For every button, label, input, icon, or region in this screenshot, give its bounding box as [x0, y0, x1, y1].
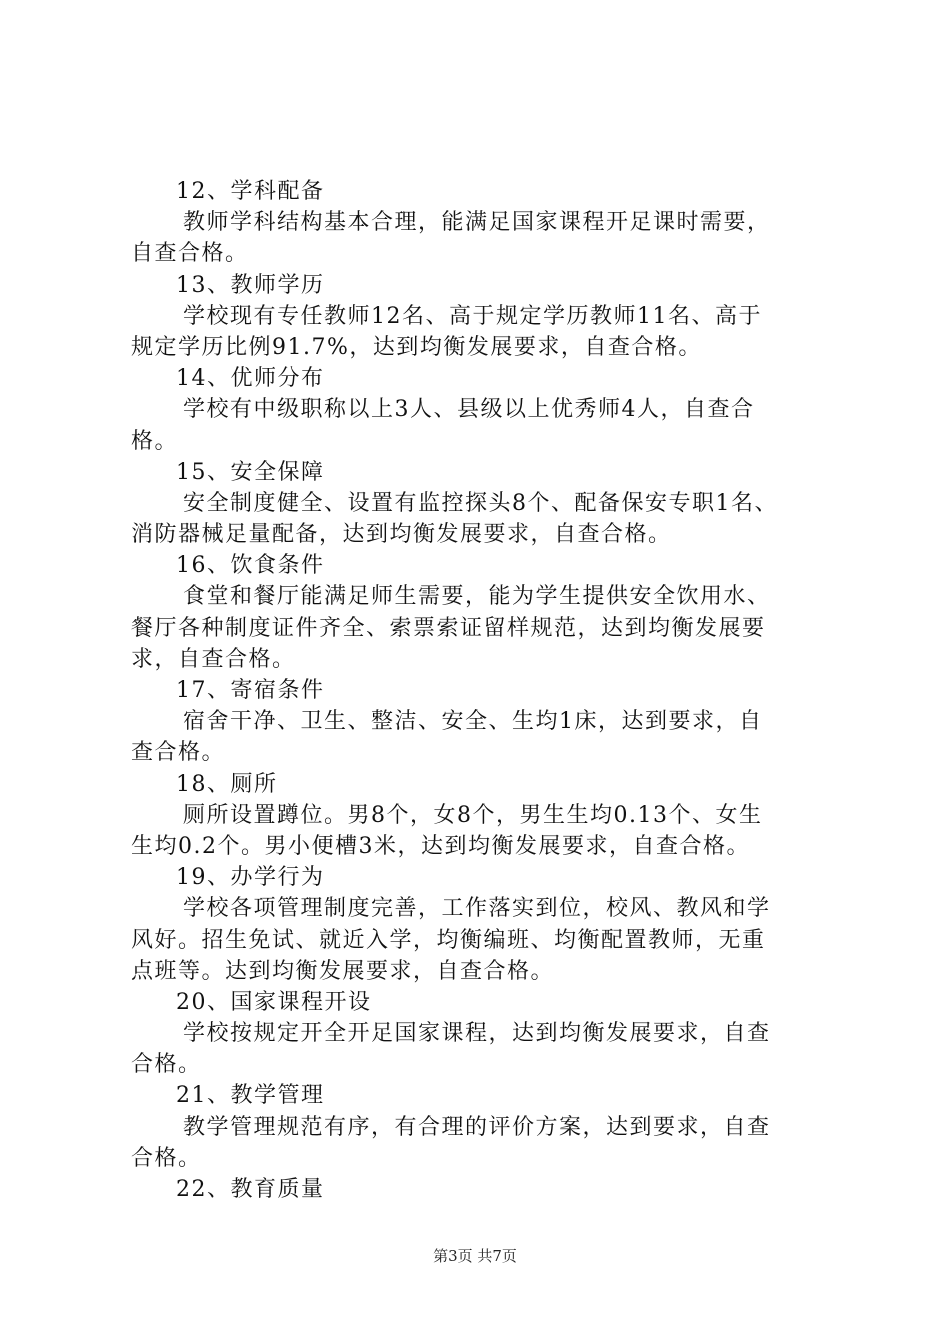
paragraph-line: 学校有中级职称以上3人、县级以上优秀师4人，自查合	[183, 397, 755, 423]
paragraph-line: 规定学历比例91.7%，达到均衡发展要求，自查合格。	[131, 334, 702, 360]
paragraph-line: 点班等。达到均衡发展要求，自查合格。	[131, 958, 555, 984]
section-heading: 19、办学行为	[176, 865, 325, 891]
paragraph-line: 餐厅各种制度证件齐全、索票索证留样规范，达到均衡发展要	[131, 615, 766, 641]
section-heading: 13、教师学历	[176, 272, 325, 298]
paragraph-line: 安全制度健全、设置有监控探头8个、配备保安专职1名、	[183, 490, 778, 516]
section-heading: 20、国家课程开设	[176, 989, 372, 1015]
paragraph-line: 合格。	[131, 1052, 202, 1078]
section-heading: 21、教学管理	[176, 1083, 325, 1109]
page-footer: 第3页 共7页	[433, 1247, 517, 1265]
paragraph-line: 风好。招生免试、就近入学，均衡编班、均衡配置教师，无重	[131, 927, 766, 953]
section-heading: 18、厕所	[176, 771, 278, 797]
paragraph-line: 食堂和餐厅能满足师生需要，能为学生提供安全饮用水、	[183, 584, 771, 610]
paragraph-line: 学校按规定开全开足国家课程，达到均衡发展要求，自查	[183, 1021, 771, 1047]
document-body	[131, 176, 831, 1205]
paragraph-line: 查合格。	[131, 740, 226, 766]
paragraph-line: 学校各项管理制度完善，工作落实到位，校风、教风和学	[183, 896, 771, 922]
section-heading: 15、安全保障	[176, 459, 325, 485]
paragraph-line: 合格。	[131, 1145, 202, 1171]
paragraph-line: 自查合格。	[131, 241, 249, 267]
paragraph-line: 宿舍干净、卫生、整洁、安全、生均1床，达到要求，自	[183, 709, 763, 735]
paragraph-line: 求，自查合格。	[131, 646, 296, 672]
paragraph-line: 生均0.2个。男小便槽3米，达到均衡发展要求，自查合格。	[131, 833, 750, 859]
section-heading: 17、寄宿条件	[176, 678, 325, 703]
section-heading: 12、学科配备	[176, 179, 325, 204]
paragraph-line: 格。	[131, 428, 179, 454]
paragraph-line: 教学管理规范有序，有合理的评价方案，达到要求，自查	[183, 1114, 771, 1140]
paragraph-line: 厕所设置蹲位。男8个，女8个，男生生均0.13个、女生	[183, 802, 763, 828]
paragraph-line: 教师学科结构基本合理，能满足国家课程开足课时需要，	[183, 210, 771, 236]
section-heading: 14、优师分布	[176, 366, 325, 392]
paragraph-line: 学校现有专任教师12名、高于规定学历教师11名、高于	[183, 303, 762, 329]
paragraph-line: 消防器械足量配备，达到均衡发展要求，自查合格。	[131, 522, 672, 548]
section-heading: 22、教育质量	[176, 1177, 325, 1202]
section-heading: 16、饮食条件	[176, 553, 325, 579]
